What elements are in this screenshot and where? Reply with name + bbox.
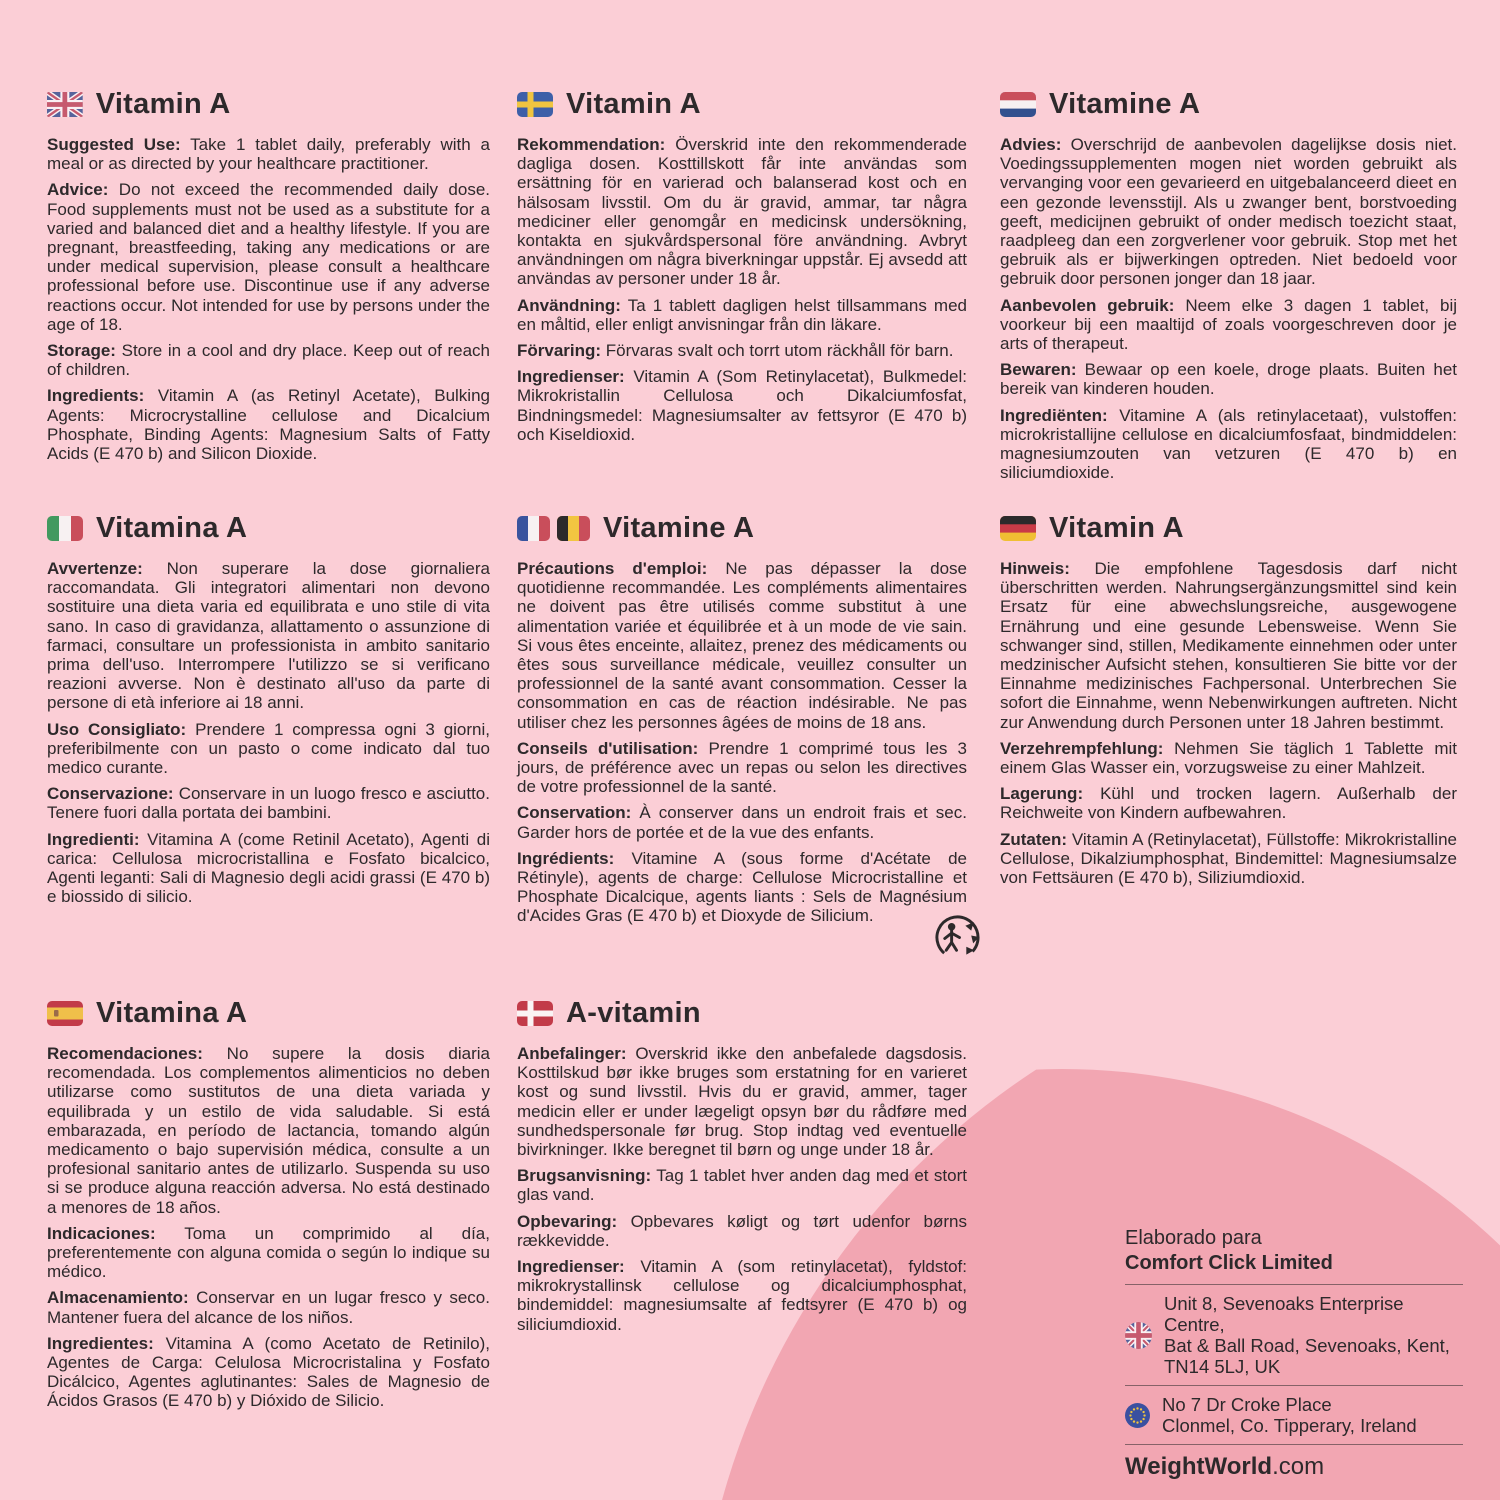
paragraph-label: Bewaren: [1000, 360, 1077, 380]
website-brand: WeightWorld [1125, 1453, 1273, 1480]
france-flag-icon [517, 516, 550, 541]
paragraph-text: Prendre 1 comprimé tous les 3 jours, de préférence avec un repas ou selon les directives de votre professionnel de la santé. [517, 738, 967, 797]
paragraph-label: Conseils d'utilisation: [517, 738, 699, 758]
paragraph [517, 135, 967, 289]
paragraph [47, 341, 490, 379]
eu-address [1162, 1394, 1417, 1436]
website-text [1125, 1453, 1463, 1481]
paragraph [1000, 830, 1457, 888]
section-header [517, 997, 967, 1030]
address-line: No 7 Dr Croke Place [1162, 1394, 1332, 1415]
address-line: Unit 8, Sevenoaks Enterprise Centre, [1164, 1293, 1404, 1335]
paragraph-label: Advice: [47, 180, 109, 200]
paragraph [517, 1212, 967, 1250]
paragraph [1000, 360, 1457, 398]
paragraph-text: Die empfohlene Tagesdosis darf nicht überschritten werden. Nahrungsergänzungsmittel sind kein Ersatz für eine abwechslungsreiche, ausgewogene Ernährung und eine gesunde Lebensweise. Wenn Sie schwanger sind, stillen, Medikamente einnehmen oder unter medzinischer Aufsicht stehen, konsultieren Sie bitte vor der Einnahme medizinisches Fachpersonal. Unterbrechen Sie sofort die Einnahme, wenn Nebenwirkungen auftreten. Nicht zur Anwendung durch Personen unter 18 Jahren bestimmt. [1000, 559, 1457, 732]
paragraph-text: Kühl und trocken lagern. Außerhalb der Reichweite von Kindern aufbewahren. [1000, 784, 1457, 823]
paragraph-text: Vitamin A (as Retinyl Acetate), Bulking Agents: Microcrystalline cellulose and Dicalcium Phosphate, Binding Agents: Magnesium Salts of Fatty Acids (E 470 b) and Silicon Dioxide. [47, 386, 490, 464]
paragraph [47, 559, 490, 713]
paragraph-label: Conservazione: [47, 784, 174, 804]
section-title: Vitamine A [1049, 88, 1201, 120]
paragraph-label: Ingrediënten: [1000, 405, 1108, 425]
paragraph [517, 849, 967, 926]
paragraph [47, 784, 490, 822]
section-swedish [517, 88, 967, 451]
section-header [517, 512, 967, 545]
belgium-flag-icon [557, 516, 590, 541]
paragraph-text: Vitamina A (come Retinil Acetato), Agenti di carica: Cellulosa microcristallina e Fosfato bicalcico, Agenti leganti: Sali di Magnesio degli acidi grassi (E 470 b) e biossido di silicio. [47, 829, 490, 907]
paragraph-text: Vitamin A (Som Retinylacetat), Bulkmedel: Mikrokristallin Cellulosa och Dikalciumfosfat, Bindningsmedel: Magnesiumsalter av fettsyror (E 470 b) och Kiseldioxid. [517, 367, 967, 444]
uk-flag-icon [47, 92, 83, 117]
paragraph [517, 341, 967, 360]
italy-flag-icon [47, 516, 83, 541]
paragraph-label: Ingredienser: [517, 1257, 625, 1277]
section-title: Vitamina A [96, 997, 248, 1029]
divider [1125, 1284, 1463, 1285]
paragraph-label: Brugsanvisning: [517, 1166, 652, 1186]
section-header [47, 512, 490, 545]
paragraph-label: Conservation: [517, 803, 632, 823]
uk-address [1164, 1293, 1463, 1377]
paragraph-text: Vitamin A (Retinylacetat), Füllstoffe: Mikrokristalline Cellulose, Dikalziumphosphat, Bindemittel: Magnesiumsalze von Fettsäuren (E 470 b), Siliziumdioxid. [1000, 829, 1457, 888]
paragraph-text: Tag 1 tablet hver anden dag med et stort glas vand. [517, 1166, 967, 1205]
netherlands-flag-icon [1000, 92, 1036, 117]
address-line: TN14 5LJ, UK [1164, 1356, 1281, 1377]
paragraph-text: Bewaar op een koele, droge plaats. Buiten het bereik van kinderen houden. [1000, 360, 1457, 399]
paragraph [517, 1257, 967, 1334]
paragraph-text: Toma un comprimido al día, preferentemente con alguna comida o según lo indique su médico. [47, 1223, 490, 1282]
paragraph-label: Hinweis: [1000, 559, 1070, 578]
paragraph-label: Indicaciones: [47, 1223, 156, 1243]
paragraph-label: Anbefalinger: [517, 1044, 627, 1063]
section-danish [517, 997, 967, 1341]
paragraph-text: Vitamin A (som retinylacetat), fyldstof: mikrokrystallinsk cellulose og dicalciumphosphat, bindemiddel: magnesiumsalte af fedtsyrer (E 470 b) og siliciumdioxid. [517, 1257, 967, 1334]
uk-round-flag-icon [1125, 1322, 1152, 1349]
section-header [517, 88, 967, 121]
paragraph-label: Opbevaring: [517, 1211, 618, 1231]
section-french [517, 512, 967, 933]
paragraph [1000, 559, 1457, 732]
paragraph [47, 830, 490, 907]
paragraph-label: Verzehrempfehlung: [1000, 738, 1164, 758]
section-spanish [47, 997, 490, 1418]
paragraph [47, 1288, 490, 1326]
paragraph [47, 1334, 490, 1411]
paragraph-label: Lagerung: [1000, 784, 1084, 804]
paragraph-label: Suggested Use: [47, 135, 181, 154]
uk-address-row [1125, 1293, 1463, 1377]
company-name: Comfort Click Limited [1125, 1252, 1333, 1274]
eu-address-row [1125, 1394, 1463, 1436]
paragraph-text: Overskrid ikke den anbefalede dagsdosis. Kosttilskud bør ikke bruges som erstatning for en varieret kost og sund livsstil. Hvis du er gravid, ammer, tager medicin eller er under lægeligt opsyn bør du rådføre med sundhedspersonale før brug. Stop indtag ved eventuelle bivirkninger. Ikke beregnet til børn og unge under 18 år. [517, 1044, 967, 1160]
paragraph [47, 386, 490, 463]
paragraph-text: Ta 1 tablett dagligen helst tillsammans med en måltid, eller enligt anvisningar från din läkare. [517, 295, 967, 334]
paragraph [47, 720, 490, 778]
denmark-flag-icon [517, 1001, 553, 1026]
address-line: Clonmel, Co. Tipperary, Ireland [1162, 1415, 1417, 1436]
paragraph-label: Recomendaciones: [47, 1044, 203, 1063]
paragraph [47, 1224, 490, 1282]
paragraph-label: Ingredientes: [47, 1333, 154, 1353]
paragraph-text: À conserver dans un endroit frais et sec. Garder hors de portée et de la vue des enfants. [517, 803, 967, 842]
paragraph-text: Neem elke 3 dagen 1 tablet, bij voorkeur bij een maaltijd of zoals voorgeschreven door je arts of therapeut. [1000, 295, 1457, 354]
paragraph [517, 367, 967, 444]
paragraph-text: Nehmen Sie täglich 1 Tablette mit einem Glas Wasser ein, vorzugsweise zu einer Mahlzeit. [1000, 738, 1457, 778]
section-dutch [1000, 88, 1457, 489]
paragraph [1000, 739, 1457, 777]
paragraph [1000, 406, 1457, 483]
section-title: Vitamine A [603, 512, 755, 544]
paragraph-text: Opbevares køligt og tørt udenfor børns rækkevidde. [517, 1211, 967, 1250]
paragraph-label: Förvaring: [517, 341, 602, 361]
paragraph-label: Uso Consigliato: [47, 719, 187, 739]
paragraph-text: Prendere 1 compressa ogni 3 giorni, preferibilmente con un pasto o come indicato dal tuo medico curante. [47, 719, 490, 778]
section-title: Vitamin A [95, 88, 231, 120]
section-title: Vitamin A [566, 88, 701, 120]
paragraph-text: Take 1 tablet daily, preferably with a meal or as directed by your healthcare practitioner. [47, 135, 490, 174]
paragraph [517, 803, 967, 841]
paragraph [1000, 296, 1457, 354]
paragraph-label: Avvertenze: [47, 559, 143, 578]
divider [1125, 1444, 1463, 1445]
section-italian [47, 512, 490, 913]
germany-flag-icon [1000, 516, 1036, 541]
section-title: A-vitamin [566, 997, 701, 1029]
paragraph-label: Advies: [1000, 135, 1062, 154]
paragraph-label: Rekommendation: [517, 135, 666, 154]
address-line: Bat & Ball Road, Sevenoaks, Kent, [1164, 1335, 1450, 1356]
paragraph-text: Vitamine A (als retinylacetaat), vulstoffen: microkristallijne cellulose en dicalciumfosfaat, bindmiddelen: magnesiumzouten van vetzuren (E 470 b) en siliciumdioxide. [1000, 405, 1457, 483]
paragraph-label: Ingredients: [47, 386, 145, 406]
paragraph-text: Vitamina A (como Acetato de Retinilo), Agentes de Carga: Celulosa Microcristalina y Fosfato Dicálcico, Agentes aglutinantes: Sales de Magnesio de Ácidos Grasos (E 470 b) y Dióxido de Silicio. [47, 1333, 490, 1411]
paragraph-text: Conservare in un luogo fresco e asciutto. Tenere fuori dalla portata dei bambini. [47, 784, 490, 823]
eu-round-flag-icon [1125, 1403, 1150, 1428]
paragraph-text: Conservar en un lugar fresco y seco. Mantener fuera del alcance de los niños. [47, 1288, 490, 1327]
paragraph-text: Non superare la dose giornaliera raccomandata. Gli integratori alimentari non devono sostituire una dieta varia ed equilibrata e uno stile di vita sano. In caso di gravidanza, allattamento o assunzione di farmaci, consultare un professionista in ambito sanitario prima dell'uso. Interrompere l'utilizzo se si verificano reazioni avverse. Non è destinato all'uso da parte di persone di età inferiore ai 18 anni. [47, 559, 490, 713]
paragraph-text: Ne pas dépasser la dose quotidienne recommandée. Les compléments alimentaires ne doivent pas être utilisés comme substitut à une alimentation variée et équilibrée et à un mode de vie sain. Si vous êtes enceinte, allaitez, prenez des médicaments ou êtes sous surveillance médicale, veuillez consulter un professionnel de la santé avant consommation. Cesser la consommation en cas de réaction indésirable. Ne pas utiliser chez les personnes âgées de moins de 18 ans. [517, 559, 967, 732]
paragraph-text: Store in a cool and dry place. Keep out of reach of children. [47, 341, 490, 380]
paragraph-label: Ingredienser: [517, 367, 625, 387]
paragraph-text: Vitamine A (sous forme d'Acétate de Rétinyle), agents de charge: Cellulose Microcristalline et Phosphate Dicalcique, agents liants : Sels de Magnésium d'Acides Gras (E 470 b) et Dioxyde de Silicium. [517, 848, 967, 926]
paragraph-label: Almacenamiento: [47, 1288, 189, 1308]
paragraph-label: Aanbevolen gebruik: [1000, 295, 1175, 315]
paragraph [517, 739, 967, 797]
website-tld: .com [1272, 1453, 1325, 1480]
divider [1125, 1385, 1463, 1386]
triman-recycling-icon [934, 914, 981, 961]
paragraph [517, 559, 967, 732]
france-belgium-flags [517, 516, 590, 541]
spain-flag-icon [47, 1001, 83, 1026]
paragraph-label: Användning: [517, 295, 621, 315]
paragraph [1000, 784, 1457, 822]
paragraph [47, 135, 490, 173]
section-header [47, 88, 490, 121]
made-for-text: Elaborado para [1125, 1227, 1262, 1249]
paragraph-text: No supere la dosis diaria recomendada. Los complementos alimenticios no deben utilizarse como sustitutos de una dieta variada y equilibrada y un estilo de vida saludable. Si está embarazada, en período de lactancia, tomando algún medicamento o bajo supervisión médica, consulte a un profesional sanitario antes de utilizarlo. Suspenda su uso si se produce alguna reacción adversa. No está destinado a menores de 18 años. [47, 1044, 490, 1217]
sweden-flag-icon [517, 92, 553, 117]
paragraph-text: Overschrijd de aanbevolen dagelijkse dosis niet. Voedingssupplementen mogen niet worden gebruikt als vervanging voor een gevarieerd en uitgebalanceerd dieet en een gezonde levensstijl. Als u zwanger bent, borstvoeding geeft, medicijnen gebruikt of onder medisch toezicht staat, raadpleeg dan een zorgverlener voor gebruik. Stop met het gebruik als er bijwerkingen optreden. Niet bedoeld voor gebruik door personen jonger dan 18 jaar. [1000, 135, 1457, 289]
paragraph-text: Do not exceed the recommended daily dose. Food supplements must not be used as a substitute for a varied and balanced diet and a healthy lifestyle. If you are pregnant, breastfeeding, taking any medications or are under medical supervision, please consult a healthcare professional before use. Discontinue use if any adverse reactions occur. Not intended for use by persons under the age of 18. [47, 180, 490, 334]
section-title: Vitamina A [96, 512, 248, 544]
paragraph-label: Précautions d'emploi: [517, 559, 708, 578]
section-english [47, 88, 490, 470]
paragraph [47, 180, 490, 334]
section-title: Vitamin A [1049, 512, 1184, 544]
paragraph-text: Överskrid inte den rekommenderade dagliga dosen. Kosttillskott får inte användas som ersättning för en varierad och balanserad kost och en hälsosam livsstil. Om du är gravid, ammar, tar några mediciner eller genomgår en medicinsk undersökning, kontakta en sjukvårdspersonal före användning. Avbryt användningen om några biverkningar uppstår. Ej avsedd att användas av personer under 18 år. [517, 135, 967, 289]
paragraph-label: Zutaten: [1000, 829, 1068, 849]
paragraph-label: Storage: [47, 341, 116, 361]
section-header [1000, 512, 1457, 545]
paragraph [47, 1044, 490, 1217]
paragraph-label: Ingredienti: [47, 829, 140, 849]
section-german [1000, 512, 1457, 894]
paragraph [517, 1044, 967, 1159]
section-header [1000, 88, 1457, 121]
paragraph [517, 1166, 967, 1204]
section-header [47, 997, 490, 1030]
paragraph [1000, 135, 1457, 289]
company-info-block [1125, 1226, 1463, 1481]
paragraph-label: Ingrédients: [517, 848, 615, 868]
paragraph-text: Förvaras svalt och torrt utom räckhåll för barn. [605, 341, 954, 361]
paragraph [517, 296, 967, 334]
